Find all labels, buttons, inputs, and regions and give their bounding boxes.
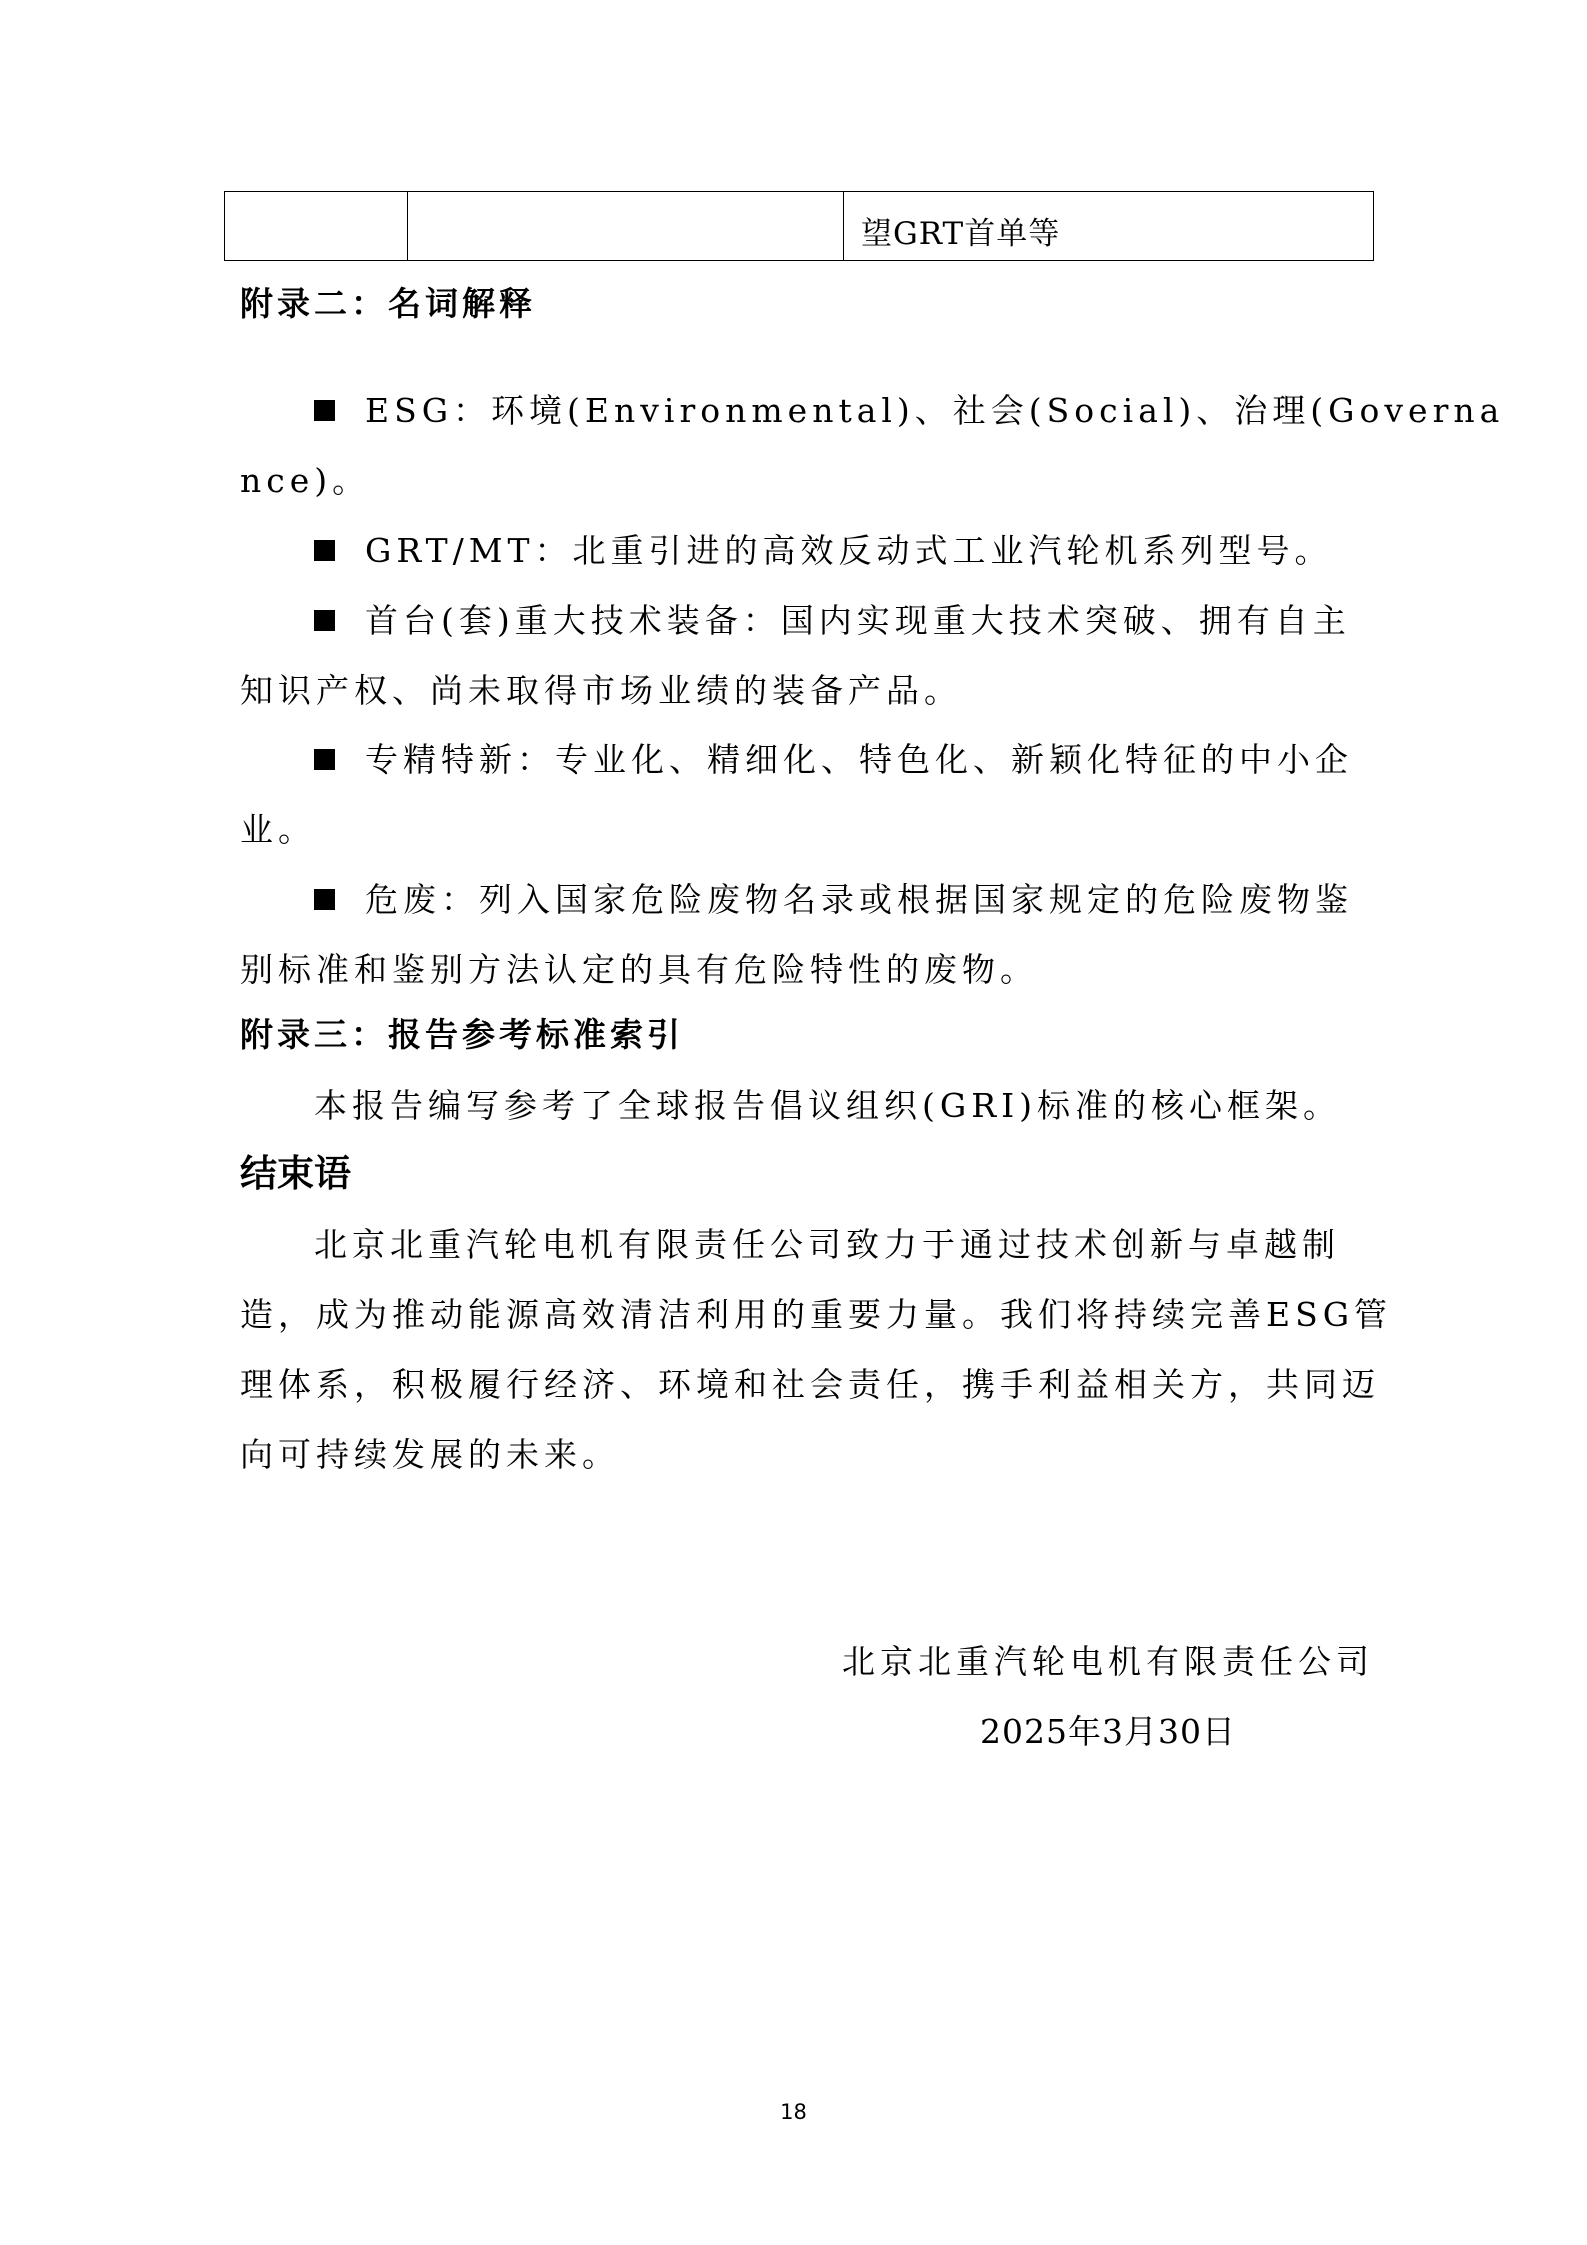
table-cell-text: 望GRT首单等 [861, 216, 1061, 252]
square-bullet-icon [314, 400, 335, 421]
appendix3-title: 附录三：报告参考标准索引 [240, 1015, 684, 1054]
definition-item-esg: ESG：环境(Environmental)、社会(Social)、治理(Governa nce)。 [240, 391, 1505, 500]
signature-date: 2025年3月30日 [980, 1712, 1236, 1751]
square-bullet-icon [314, 540, 335, 561]
definition-item-first-set: 首台(套)重大技术装备：国内实现重大技术突破、拥有自主 知识产权、尚未取得市场业绩的装备产品。 [240, 601, 1351, 710]
table-cell [408, 192, 844, 260]
square-bullet-icon [314, 889, 335, 910]
definition-item-grt: GRT/MT：北重引进的高效反动式工业汽轮机系列型号。 [240, 516, 1360, 586]
appendix3-text: 本报告编写参考了全球报告倡议组织(GRI)标准的核心框架。 [314, 1086, 1341, 1125]
square-bullet-icon [314, 610, 335, 631]
appendix2-title: 附录二：名词解释 [240, 284, 536, 323]
table-cell [844, 192, 1373, 260]
signature-company: 北京北重汽轮电机有限责任公司 [842, 1642, 1374, 1681]
square-bullet-icon [314, 749, 335, 770]
page-number: 18 [780, 2100, 807, 2124]
definition-item-specialized: 专精特新：专业化、精细化、特色化、新颖化特征的中小企 业。 [240, 740, 1353, 849]
closing-title: 结束语 [240, 1152, 351, 1195]
table-cell [225, 192, 408, 260]
closing-paragraph: 北京北重汽轮电机有限责任公司致力于通过技术创新与卓越制 造，成为推动能源高效清洁利用的重要力量。我们将持续完善ESG管 理体系，积极履行经济、环境和社会责任，携手利益相关方，共同迈 向可持续发展的未来。 [240, 1225, 1393, 1474]
definition-item-hazardous-waste: 危废：列入国家危险废物名录或根据国家规定的危险废物鉴 别标准和鉴别方法认定的具有危险特性的废物。 [240, 880, 1353, 989]
table-fragment [224, 191, 1374, 261]
